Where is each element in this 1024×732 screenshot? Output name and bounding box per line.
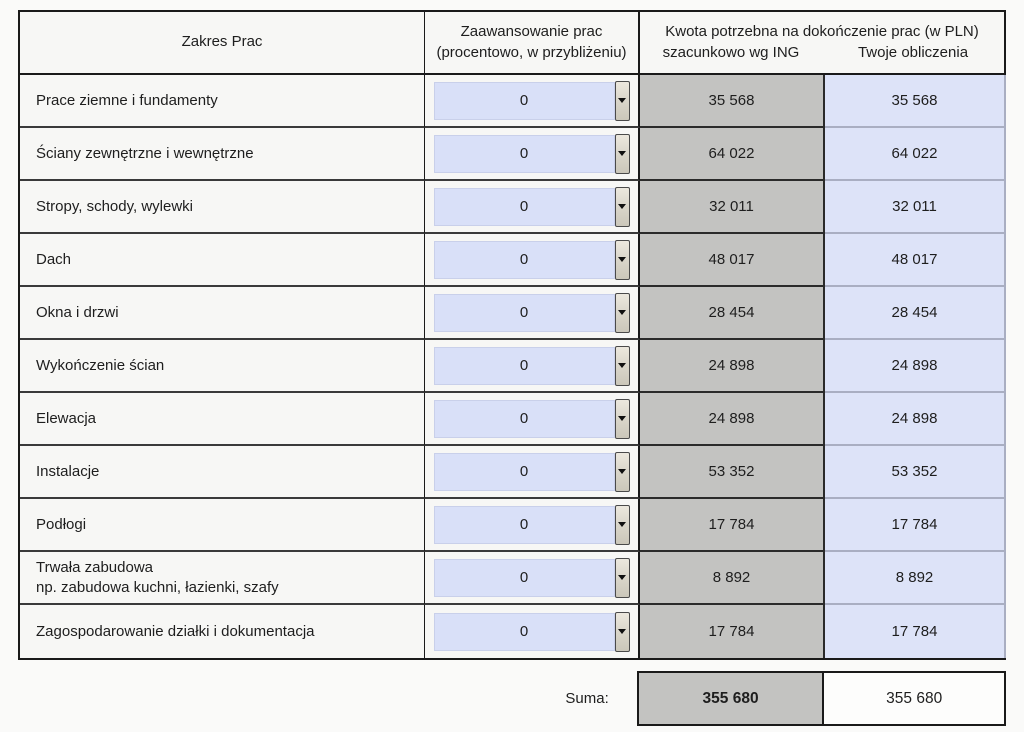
own-calculation-cell[interactable] bbox=[825, 181, 1006, 234]
work-scope-label: Stropy, schody, wylewki bbox=[36, 197, 193, 215]
own-calculation-cell[interactable] bbox=[825, 128, 1006, 181]
work-scope-label: Ściany zewnętrzne i wewnętrzne bbox=[36, 144, 254, 162]
own-calculation-value: 64 022 bbox=[891, 145, 938, 162]
progress-cell bbox=[425, 287, 640, 340]
own-calculation-cell[interactable] bbox=[825, 340, 1006, 393]
work-scope-label: Dach bbox=[36, 250, 72, 268]
work-scope-label: Elewacja bbox=[36, 409, 97, 427]
ing-estimate-value: 64 022 bbox=[708, 145, 755, 162]
work-scope-cell bbox=[20, 128, 425, 181]
progress-value[interactable]: 0 bbox=[434, 82, 615, 120]
progress-dropdown[interactable] bbox=[434, 346, 630, 386]
work-scope-label: Wykończenie ścian bbox=[36, 356, 165, 374]
header-own-calculation-label: Twoje obliczenia bbox=[857, 43, 969, 61]
table-row bbox=[20, 605, 1006, 658]
table-header bbox=[20, 12, 1006, 75]
ing-estimate-value: 35 568 bbox=[708, 92, 755, 109]
header-work-scope-label: Zakres Prac bbox=[181, 33, 263, 51]
table-row bbox=[20, 234, 1006, 287]
progress-cell bbox=[425, 393, 640, 446]
table-row bbox=[20, 499, 1006, 552]
work-scope-cell bbox=[20, 287, 425, 340]
ing-estimate-cell bbox=[640, 340, 825, 393]
progress-dropdown[interactable] bbox=[434, 81, 630, 121]
own-calculation-cell[interactable] bbox=[825, 75, 1006, 128]
progress-cell bbox=[425, 75, 640, 128]
progress-cell bbox=[425, 605, 640, 658]
progress-value[interactable]: 0 bbox=[434, 135, 615, 173]
ing-estimate-value: 17 784 bbox=[708, 623, 755, 640]
progress-value[interactable]: 0 bbox=[434, 188, 615, 226]
work-scope-cell bbox=[20, 552, 425, 605]
progress-value[interactable]: 0 bbox=[434, 453, 615, 491]
progress-cell bbox=[425, 552, 640, 605]
own-calculation-cell[interactable] bbox=[825, 605, 1006, 658]
own-calculation-value: 17 784 bbox=[891, 516, 938, 533]
progress-dropdown[interactable] bbox=[434, 505, 630, 545]
chevron-down-icon bbox=[618, 204, 626, 209]
ing-estimate-value: 32 011 bbox=[709, 198, 754, 215]
progress-dropdown[interactable] bbox=[434, 558, 630, 598]
ing-estimate-cell bbox=[640, 234, 825, 287]
own-calculation-cell[interactable] bbox=[825, 552, 1006, 605]
progress-value[interactable]: 0 bbox=[434, 506, 615, 544]
progress-dropdown[interactable] bbox=[434, 134, 630, 174]
ing-estimate-value: 24 898 bbox=[708, 357, 755, 374]
chevron-down-icon bbox=[618, 469, 626, 474]
sum-ing-estimate: 355 680 bbox=[637, 671, 825, 726]
chevron-down-icon bbox=[618, 363, 626, 368]
ing-estimate-cell bbox=[640, 181, 825, 234]
progress-value[interactable]: 0 bbox=[434, 613, 615, 651]
dropdown-button[interactable] bbox=[615, 293, 630, 333]
chevron-down-icon bbox=[618, 575, 626, 580]
ing-estimate-cell bbox=[640, 499, 825, 552]
progress-cell bbox=[425, 128, 640, 181]
work-scope-cell bbox=[20, 605, 425, 658]
table-row bbox=[20, 287, 1006, 340]
own-calculation-value: 32 011 bbox=[892, 198, 937, 215]
dropdown-button[interactable] bbox=[615, 81, 630, 121]
ing-estimate-cell bbox=[640, 287, 825, 340]
progress-value[interactable]: 0 bbox=[434, 241, 615, 279]
header-work-scope bbox=[20, 12, 425, 75]
ing-estimate-cell bbox=[640, 393, 825, 446]
chevron-down-icon bbox=[618, 98, 626, 103]
header-progress-line1: Zaawansowanie prac bbox=[460, 23, 603, 41]
table-row bbox=[20, 75, 1006, 128]
progress-value[interactable]: 0 bbox=[434, 559, 615, 597]
work-scope-label: Podłogi bbox=[36, 515, 87, 533]
table-row bbox=[20, 128, 1006, 181]
header-progress bbox=[425, 12, 640, 75]
progress-dropdown[interactable] bbox=[434, 452, 630, 492]
dropdown-button[interactable] bbox=[615, 505, 630, 545]
progress-value[interactable]: 0 bbox=[434, 347, 615, 385]
header-amount-title: Kwota potrzebna na dokończenie prac (w PLN) bbox=[665, 23, 979, 41]
work-scope-cell bbox=[20, 75, 425, 128]
ing-estimate-value: 28 454 bbox=[708, 304, 755, 321]
progress-cell bbox=[425, 181, 640, 234]
ing-estimate-cell bbox=[640, 605, 825, 658]
chevron-down-icon bbox=[618, 310, 626, 315]
ing-estimate-value: 53 352 bbox=[708, 463, 755, 480]
work-scope-cell bbox=[20, 234, 425, 287]
ing-estimate-value: 48 017 bbox=[708, 251, 755, 268]
table-row bbox=[20, 446, 1006, 499]
work-scope-cell bbox=[20, 393, 425, 446]
own-calculation-cell[interactable] bbox=[825, 446, 1006, 499]
sum-own-calculation: 355 680 bbox=[824, 671, 1006, 726]
own-calculation-value: 35 568 bbox=[891, 92, 938, 109]
ing-estimate-value: 24 898 bbox=[708, 410, 755, 427]
work-scope-label: Prace ziemne i fundamenty bbox=[36, 91, 218, 109]
chevron-down-icon bbox=[618, 257, 626, 262]
own-calculation-cell[interactable] bbox=[825, 234, 1006, 287]
progress-dropdown[interactable] bbox=[434, 293, 630, 333]
work-scope-sublabel: np. zabudowa kuchni, łazienki, szafy bbox=[36, 578, 279, 596]
ing-estimate-cell bbox=[640, 128, 825, 181]
work-scope-cell bbox=[20, 340, 425, 393]
own-calculation-value: 48 017 bbox=[891, 251, 938, 268]
chevron-down-icon bbox=[618, 629, 626, 634]
dropdown-button[interactable] bbox=[615, 399, 630, 439]
cost-completion-table bbox=[18, 10, 1006, 660]
ing-estimate-cell bbox=[640, 75, 825, 128]
progress-dropdown[interactable] bbox=[434, 399, 630, 439]
progress-dropdown[interactable] bbox=[434, 240, 630, 280]
progress-cell bbox=[425, 499, 640, 552]
work-scope-cell bbox=[20, 181, 425, 234]
dropdown-button[interactable] bbox=[615, 612, 630, 652]
own-calculation-value: 53 352 bbox=[891, 463, 938, 480]
dropdown-button[interactable] bbox=[615, 134, 630, 174]
progress-dropdown[interactable] bbox=[434, 612, 630, 652]
dropdown-button[interactable] bbox=[615, 187, 630, 227]
ing-estimate-value: 17 784 bbox=[708, 516, 755, 533]
own-calculation-cell[interactable] bbox=[825, 287, 1006, 340]
work-scope-cell bbox=[20, 499, 425, 552]
dropdown-button[interactable] bbox=[615, 558, 630, 598]
ing-estimate-value: 8 892 bbox=[712, 569, 751, 586]
ing-estimate-cell bbox=[640, 446, 825, 499]
work-scope-cell bbox=[20, 446, 425, 499]
table-row bbox=[20, 181, 1006, 234]
chevron-down-icon bbox=[618, 151, 626, 156]
progress-value[interactable]: 0 bbox=[434, 294, 615, 332]
chevron-down-icon bbox=[618, 522, 626, 527]
own-calculation-value: 28 454 bbox=[891, 304, 938, 321]
sum-row bbox=[18, 671, 1006, 726]
dropdown-button[interactable] bbox=[615, 346, 630, 386]
work-scope-label: Zagospodarowanie działki i dokumentacja bbox=[36, 622, 315, 640]
progress-value[interactable]: 0 bbox=[434, 400, 615, 438]
header-amount bbox=[640, 12, 1006, 75]
header-progress-line2: (procentowo, w przybliżeniu) bbox=[436, 43, 627, 61]
table-row bbox=[20, 552, 1006, 605]
table-row bbox=[20, 340, 1006, 393]
own-calculation-value: 17 784 bbox=[891, 623, 938, 640]
table-body bbox=[20, 75, 1006, 658]
own-calculation-value: 24 898 bbox=[891, 410, 938, 427]
header-amount-subcolumns bbox=[640, 43, 1004, 63]
table-row bbox=[20, 393, 1006, 446]
work-scope-label: Trwała zabudowa bbox=[36, 559, 154, 576]
dropdown-button[interactable] bbox=[615, 240, 630, 280]
work-scope-label: Instalacje bbox=[36, 462, 100, 480]
own-calculation-cell[interactable] bbox=[825, 499, 1006, 552]
progress-cell bbox=[425, 340, 640, 393]
own-calculation-cell[interactable] bbox=[825, 393, 1006, 446]
dropdown-button[interactable] bbox=[615, 452, 630, 492]
own-calculation-value: 24 898 bbox=[891, 357, 938, 374]
work-scope-label: Okna i drzwi bbox=[36, 303, 119, 321]
sum-label: Suma: bbox=[565, 690, 609, 707]
chevron-down-icon bbox=[618, 416, 626, 421]
progress-dropdown[interactable] bbox=[434, 187, 630, 227]
progress-cell bbox=[425, 446, 640, 499]
own-calculation-value: 8 892 bbox=[895, 569, 934, 586]
header-ing-estimate-label: szacunkowo wg ING bbox=[662, 43, 800, 61]
ing-estimate-cell bbox=[640, 552, 825, 605]
progress-cell bbox=[425, 234, 640, 287]
